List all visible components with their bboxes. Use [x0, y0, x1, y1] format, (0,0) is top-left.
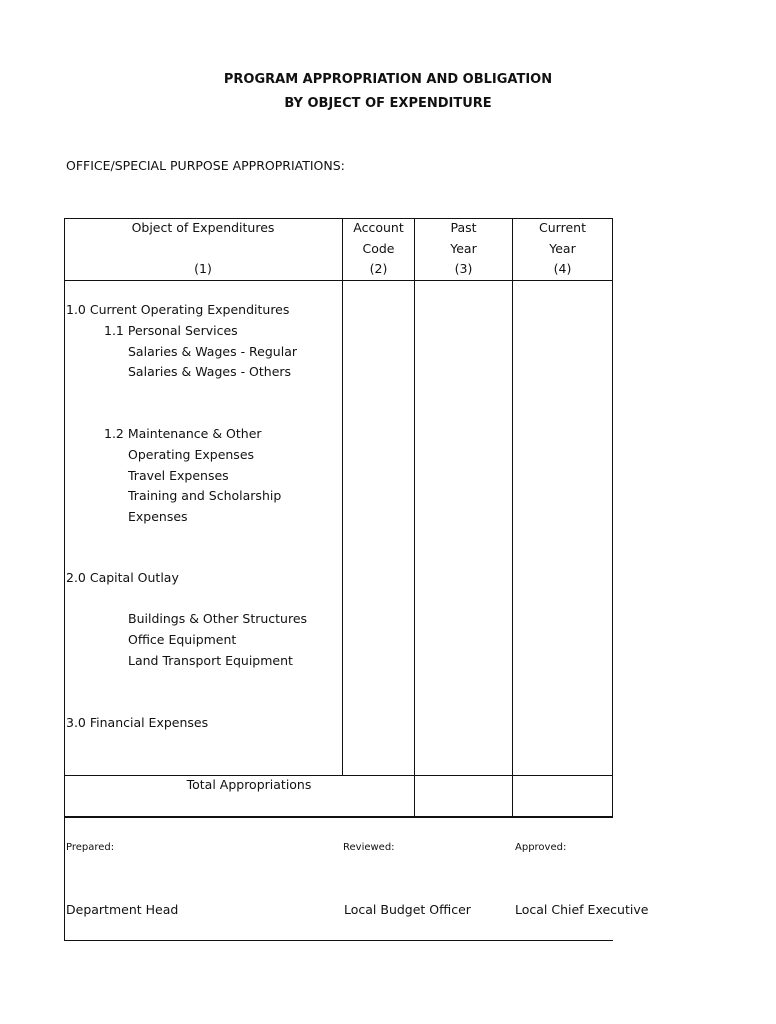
header-col4-line2: Year: [549, 240, 576, 256]
header-col2-line1: Account: [353, 220, 404, 235]
row-personal-services: 1.1 Personal Services: [104, 323, 238, 338]
row-capital-outlay: 2.0 Capital Outlay: [66, 570, 179, 585]
approved-label: Approved:: [515, 842, 567, 853]
document-title-line1: PROGRAM APPROPRIATION AND OBLIGATION: [223, 72, 553, 87]
row-buildings: Buildings & Other Structures: [128, 611, 308, 626]
header-col3-line3: (3): [454, 261, 473, 277]
prepared-label: Prepared:: [66, 842, 115, 853]
row-financial-expenses: 3.0 Financial Expenses: [66, 715, 209, 730]
header-col2-line2: Code: [362, 240, 395, 256]
prepared-name: Department Head: [66, 902, 179, 917]
row-land-transport: Land Transport Equipment: [128, 653, 293, 668]
approved-name: Local Chief Executive: [515, 902, 649, 917]
header-col2-line3: (2): [369, 261, 388, 277]
office-label: OFFICE/SPECIAL PURPOSE APPROPRIATIONS:: [66, 158, 345, 173]
row-travel-expenses: Travel Expenses: [128, 468, 229, 483]
signature-bottom-line: [64, 940, 613, 941]
total-appropriations-label: Total Appropriations: [186, 777, 312, 792]
header-col3-line1: Past: [450, 220, 477, 235]
row-salaries-others: Salaries & Wages - Others: [128, 364, 292, 379]
reviewed-label: Reviewed:: [343, 842, 395, 853]
header-col4-line3: (4): [553, 261, 572, 277]
row-training-expenses: Expenses: [128, 509, 188, 524]
header-col1-line3: (1): [194, 261, 212, 277]
row-training-scholarship: Training and Scholarship: [128, 488, 282, 503]
row-current-operating-expenditures: 1.0 Current Operating Expenditures: [66, 302, 290, 317]
header-col3-line2: Year: [450, 240, 477, 256]
document-title-line2: BY OBJECT OF EXPENDITURE: [284, 96, 492, 111]
row-maintenance-other: 1.2 Maintenance & Other: [104, 426, 262, 441]
signature-left-line: [64, 816, 65, 941]
header-col1-line1: Object of Expenditures: [131, 220, 275, 235]
row-operating-expenses: Operating Expenses: [128, 447, 255, 462]
header-col4-line1: Current: [539, 220, 586, 235]
row-office-equipment: Office Equipment: [128, 632, 237, 647]
reviewed-name: Local Budget Officer: [344, 902, 471, 917]
row-salaries-regular: Salaries & Wages - Regular: [128, 344, 297, 359]
